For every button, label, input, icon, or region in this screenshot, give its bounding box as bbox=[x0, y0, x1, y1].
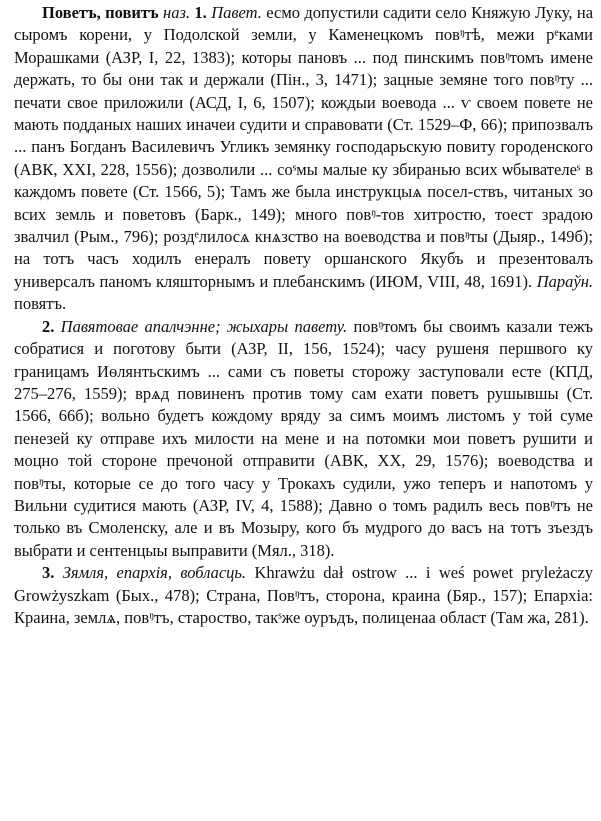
sense-3-paragraph bbox=[14, 562, 593, 629]
sense-3-citations: Khrawżu dał ostrow ... i weś powet pryleżaczy Growżyszkam (Бых., 478); Страна, Повᵑтъ, сторона, краина (Бяр., 157); Епархіа: Краина, землѧ, повᵑтъ, староство, такˢже оуръдъ, полиценаа област (Там жа, 281). bbox=[14, 563, 594, 627]
sense-3-gloss: Зямля, епархія, вобласць. bbox=[62, 563, 247, 583]
grammar-label: наз. bbox=[163, 3, 191, 22]
dictionary-entry-povet bbox=[14, 2, 593, 629]
sense-1-number: 1. bbox=[194, 3, 207, 22]
headword: Поветъ, повитъ bbox=[42, 3, 159, 22]
sense-1-gloss: Павет. bbox=[211, 3, 262, 22]
sense-2-paragraph bbox=[14, 316, 593, 562]
sense-3-number: 3. bbox=[42, 563, 55, 583]
sense-1-compare-label: Параўн. bbox=[536, 271, 594, 291]
sense-2-number: 2. bbox=[42, 316, 55, 336]
sense-2-citations: повᵑтомъ бы своимъ казали тежъ собратися и поготову быти (АЗР, II, 156, 1524); часу рушеня першвого ку границамъ Иѳлянтьскимъ ... сами съ поветы сторожу заступовали есте (КПД, 275–276, 1559); врѧд повиненъ против тому сам ехати поветъ рушывшы (Ст. 1566, 66б); вольно будетъ кождому вряду за симъ моимъ листомъ у той суме пенезей ку отправе ихъ милости на мене и на потомки мои поветъ рушити и моцно той стороне пречоной отправити (АВК, XX, 29, 1576); воеводства и повᵑты, которые се до того часу у Трокахъ судили, ужо теперъ и напотомъ у Вильни судитися мають (АЗР, IV, 4, 1588); Давно о томъ радилъ весь повᵑтъ не только въ Смоленску, але и въ Мозыру, кого бъ мудрого до васъ на тотъ зъездъ выбрати и сентенцыы выправити (Мял., 318). bbox=[14, 316, 593, 560]
sense-1-citations: есмо допустили садити село Княжую Луку, на сыромъ корени, у Подолской земли, у Каменецкомъ повᵑтѣ, межи рᵉками Морашками (АЗР, I, 22, 1383); которы пановъ ... под пинскимъ повᵑтомъ имене держать, то бы они так и держали (Пін., 3, 1471); зацные земяне того повᵑту ... печати свое приложили (АСД, I, 6, 1507); кождыи воевода ... ѵ своем повете не мають подданых наших иначеи судити и справовати (Ст. 1529–Ф, 66); припозвалъ ... панъ Богданъ Василевичъ Угликъ земянку господарьскую повиту городенского (АВК, XXI, 228, 1556); дозволили ... соˢмы малые ку збиранью всих ѡбывателеˢ в каждомъ повете (Ст. 1566, 5); Тамъ же была инструкцыѧ посел-ствъ, читаных зо всих земль и поветовъ (Барк., 149); много повᵑ-тов хитростю, тоест зрадою звалчил (Рым., 796); роздᵉлилосѧ кнѧзство на воеводства и повᵑты (Дыяр., 149б); на тотъ часъ ходилъ енералъ повету оршанского Якубъ и презентовалъ универсалъ паномъ кляшторнымъ и плебанскимъ (ИЮМ, VIII, 48, 1691). bbox=[14, 3, 594, 291]
sense-1-compare-word: повятъ. bbox=[14, 294, 67, 314]
sense-2-gloss: Павятовае апалчэнне; жыхары павету. bbox=[60, 316, 348, 336]
sense-1-paragraph bbox=[14, 2, 593, 316]
